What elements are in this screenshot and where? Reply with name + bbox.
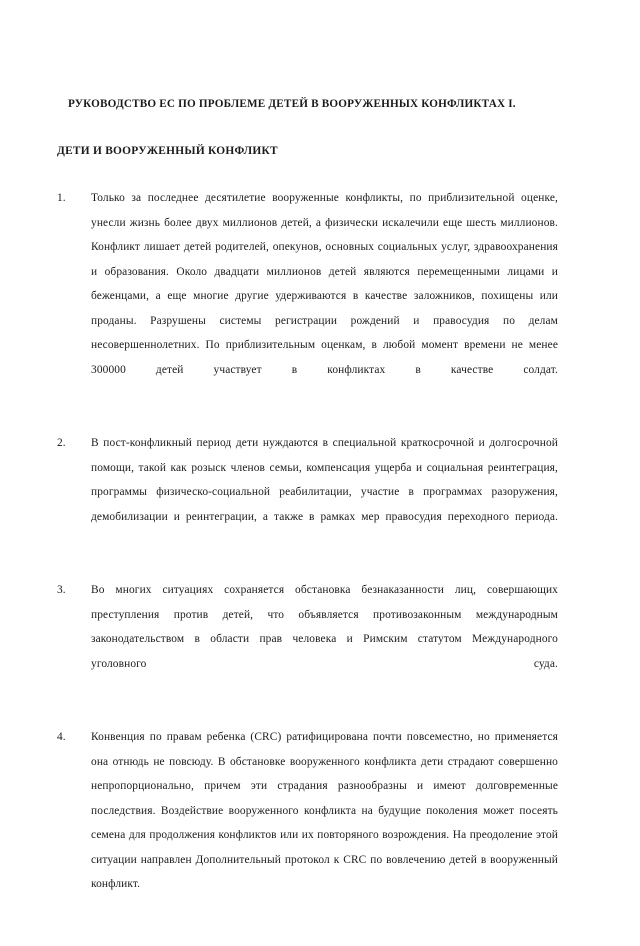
list-item-text: В пост-конфликный период дети нуждаются в специальной краткосрочной и долгосрочной помощи, такой как розыск членов семьи, компенсация ущерба и социальная реинтеграция, программы физическо-социальной реабилитации, участие в программах разоружения, демобилизации и реинтеграции, а также в рамках мер правосудия переходного периода.	[91, 437, 558, 523]
section-heading: ДЕТИ И ВООРУЖЕННЫЙ КОНФЛИКТ	[57, 145, 278, 157]
list-item-number: 1.	[57, 192, 66, 204]
numbered-list	[0, 186, 640, 946]
list-item-text: Только за последнее десятилетие вооруженные конфликты, по приблизительной оценке, унесли жизнь более двух миллионов детей, а физически искалечили еще шесть миллионов. Конфликт лишает детей родителей, опекунов, основных социальных услуг, здравоохранения и образования. Около двадцати миллионов детей являются перемещенными лицами и беженцами, а еще многие другие удерживаются в качестве заложников, похищены или проданы. Разрушены системы регистрации рождений и правосудия по делам несовершеннолетних. По приблизительным оценкам, в любой момент времени не менее 300000 детей участвует в конфликтах в качестве солдат.	[91, 192, 558, 376]
list-item-number: 2.	[57, 437, 66, 449]
list-item-text: Во многих ситуациях сохраняется обстановка безнаказанности лиц, совершающих преступления против детей, что объявляется противозаконным международным законодательством в области прав человека и Римским статутом Международного уголовного суда.	[91, 584, 558, 670]
list-item-number: 4.	[57, 731, 66, 743]
list-item	[0, 578, 640, 701]
list-item-number: 3.	[57, 584, 66, 596]
document-title: РУКОВОДСТВО ЕС ПО ПРОБЛЕМЕ ДЕТЕЙ В ВООРУЖЕННЫХ КОНФЛИКТАХ I.	[68, 98, 516, 110]
list-item	[0, 186, 640, 407]
list-item	[0, 431, 640, 554]
list-item	[0, 725, 640, 921]
list-item-text: Конвенция по правам ребенка (CRC) ратифицирована почти повсеместно, но применяется она отнюдь не повсюду. В обстановке вооруженного конфликта дети страдают совершенно непропорционально, причем эти страдания разнообразны и имеют долговременные последствия. Воздействие вооруженного конфликта на будущие поколения может посеять семена для продолжения конфликтов или их повторяного возрождения. На преодоление этой ситуации направлен Дополнительный протокол к CRC по вовлечению детей в вооруженный конфликт.	[91, 731, 558, 890]
